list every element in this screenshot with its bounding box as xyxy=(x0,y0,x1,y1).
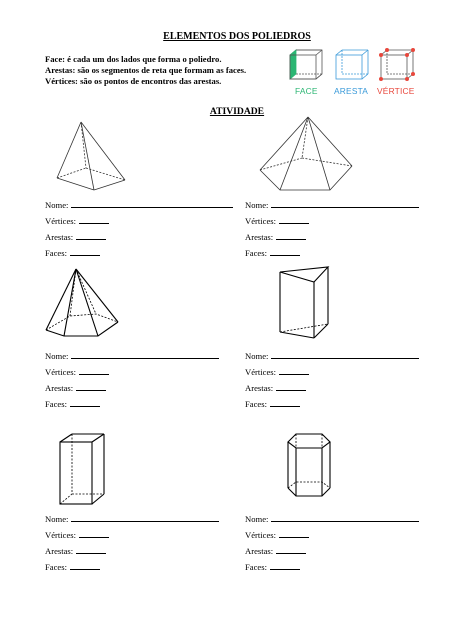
shape2-vertices-field[interactable] xyxy=(245,216,309,226)
vertices-label: Vértices: xyxy=(245,530,277,540)
shape4-faces-field[interactable] xyxy=(245,399,300,409)
definition-aresta: Arestas: são os segmentos de reta que formam as faces. xyxy=(45,65,247,75)
square-pyramid-icon xyxy=(52,118,130,196)
triangular-prism-icon xyxy=(280,267,328,338)
nome-answer-line[interactable] xyxy=(271,351,419,359)
arestas-label: Arestas: xyxy=(45,546,74,556)
faces-label: Faces: xyxy=(245,248,267,258)
nome-label: Nome: xyxy=(45,200,69,210)
definition-vertice: Vértices: são os pontos de encontros das arestas. xyxy=(45,76,222,86)
nome-label: Nome: xyxy=(245,514,269,524)
shape3-nome-field[interactable] xyxy=(45,351,219,361)
vertices-label: Vértices: xyxy=(45,216,77,226)
vertices-answer-line[interactable] xyxy=(279,530,309,538)
shape6-vertices-field[interactable] xyxy=(245,530,309,540)
faces-answer-line[interactable] xyxy=(70,248,100,256)
definition-face: Face: é cada um dos lados que forma o poliedro. xyxy=(45,54,222,64)
legend-face-label: FACE xyxy=(295,86,318,96)
vertices-answer-line[interactable] xyxy=(279,216,309,224)
faces-label: Faces: xyxy=(245,399,267,409)
shape2-nome-field[interactable] xyxy=(245,200,419,210)
shape3-arestas-field[interactable] xyxy=(45,383,106,393)
shape1-vertices-field[interactable] xyxy=(45,216,109,226)
shape5-faces-field[interactable] xyxy=(45,562,100,572)
nome-answer-line[interactable] xyxy=(71,200,233,208)
arestas-answer-line[interactable] xyxy=(276,232,306,240)
shape5-arestas-field[interactable] xyxy=(45,546,106,556)
faces-answer-line[interactable] xyxy=(70,399,100,407)
arestas-label: Arestas: xyxy=(45,232,74,242)
faces-answer-line[interactable] xyxy=(270,248,300,256)
nome-answer-line[interactable] xyxy=(71,514,219,522)
shape1-nome-field[interactable] xyxy=(45,200,233,210)
nome-label: Nome: xyxy=(245,351,269,361)
arestas-answer-line[interactable] xyxy=(276,383,306,391)
faces-answer-line[interactable] xyxy=(270,399,300,407)
vertices-answer-line[interactable] xyxy=(279,367,309,375)
shape2-arestas-field[interactable] xyxy=(245,232,306,242)
faces-label: Faces: xyxy=(45,562,67,572)
legend-aresta-label: ARESTA xyxy=(334,86,369,96)
nome-answer-line[interactable] xyxy=(271,200,419,208)
legend-vertice-label: VÉRTICE xyxy=(377,86,415,96)
shape1-arestas-field[interactable] xyxy=(45,232,106,242)
arestas-label: Arestas: xyxy=(245,546,274,556)
pentagonal-pyramid-icon xyxy=(260,117,352,190)
shape4-nome-field[interactable] xyxy=(245,351,419,361)
nome-label: Nome: xyxy=(245,200,269,210)
rectangular-prism-icon xyxy=(60,434,104,504)
arestas-answer-line[interactable] xyxy=(76,232,106,240)
page-title: ELEMENTOS DOS POLIEDROS xyxy=(163,31,311,42)
nome-answer-line[interactable] xyxy=(71,351,219,359)
vertices-answer-line[interactable] xyxy=(79,216,109,224)
faces-label: Faces: xyxy=(245,562,267,572)
shape3-vertices-field[interactable] xyxy=(45,367,109,377)
shape5-nome-field[interactable] xyxy=(45,514,219,524)
nome-answer-line[interactable] xyxy=(271,514,419,522)
vertices-label: Vértices: xyxy=(45,530,77,540)
hexagonal-prism-icon xyxy=(288,434,330,496)
shape6-nome-field[interactable] xyxy=(245,514,419,524)
nome-label: Nome: xyxy=(45,514,69,524)
nome-label: Nome: xyxy=(45,351,69,361)
shape2-faces-field[interactable] xyxy=(245,248,300,258)
faces-label: Faces: xyxy=(45,248,67,258)
faces-answer-line[interactable] xyxy=(70,562,100,570)
shape5-vertices-field[interactable] xyxy=(45,530,109,540)
arestas-label: Arestas: xyxy=(245,232,274,242)
definitions xyxy=(45,54,246,87)
vertices-label: Vértices: xyxy=(245,216,277,226)
faces-label: Faces: xyxy=(45,399,67,409)
arestas-label: Arestas: xyxy=(45,383,74,393)
shape3-faces-field[interactable] xyxy=(45,399,100,409)
shape4-arestas-field[interactable] xyxy=(245,383,306,393)
vertices-answer-line[interactable] xyxy=(79,367,109,375)
vertices-label: Vértices: xyxy=(245,367,277,377)
arestas-answer-line[interactable] xyxy=(276,546,306,554)
shape1-faces-field[interactable] xyxy=(45,248,100,258)
arestas-label: Arestas: xyxy=(245,383,274,393)
vertices-label: Vértices: xyxy=(45,367,77,377)
arestas-answer-line[interactable] xyxy=(76,546,106,554)
arestas-answer-line[interactable] xyxy=(76,383,106,391)
shape4-vertices-field[interactable] xyxy=(245,367,309,377)
vertices-answer-line[interactable] xyxy=(79,530,109,538)
hexagonal-pyramid-icon xyxy=(46,269,118,336)
faces-answer-line[interactable] xyxy=(270,562,300,570)
activity-title: ATIVIDADE xyxy=(209,106,265,117)
shape6-faces-field[interactable] xyxy=(245,562,300,572)
shape6-arestas-field[interactable] xyxy=(245,546,306,556)
